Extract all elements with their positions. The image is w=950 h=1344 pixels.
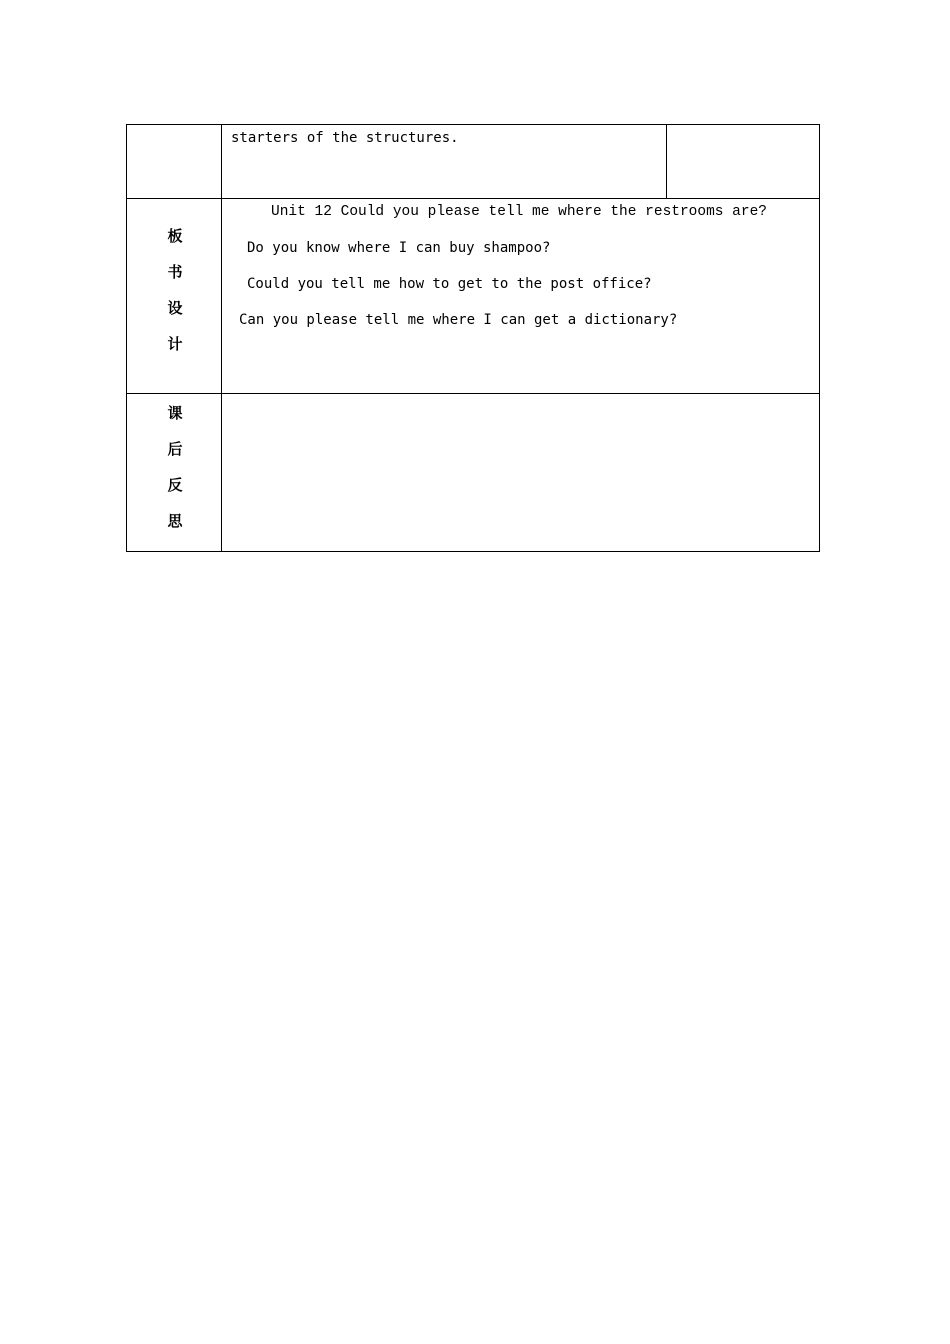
row2-label-char: 板 — [167, 227, 183, 245]
row1-content-text: starters of the structures. — [231, 130, 459, 146]
table-border-right — [819, 124, 820, 552]
table-border-row1-bottom — [126, 198, 820, 199]
row2-label-char: 书 — [167, 263, 183, 281]
row3-label-char: 后 — [167, 440, 183, 458]
row2-label-char: 计 — [167, 335, 183, 353]
table-border-top — [126, 124, 820, 125]
row2-label-char: 设 — [167, 299, 183, 317]
table-border-row2-bottom — [126, 393, 820, 394]
table-border-left — [126, 124, 127, 552]
table-column-divider — [221, 124, 222, 552]
blackboard-line: Could you tell me how to get to the post office? — [247, 276, 652, 292]
blackboard-line: Can you please tell me where I can get a dictionary? — [239, 312, 678, 328]
row3-label-char: 反 — [167, 476, 183, 494]
blackboard-title: Unit 12 Could you please tell me where the restrooms are? — [271, 204, 767, 220]
row3-label-char: 思 — [167, 512, 183, 530]
table-border-bottom — [126, 551, 820, 552]
blackboard-line: Do you know where I can buy shampoo? — [247, 240, 551, 256]
row3-label-char: 课 — [167, 404, 183, 422]
table-row1-right-divider — [666, 124, 667, 199]
